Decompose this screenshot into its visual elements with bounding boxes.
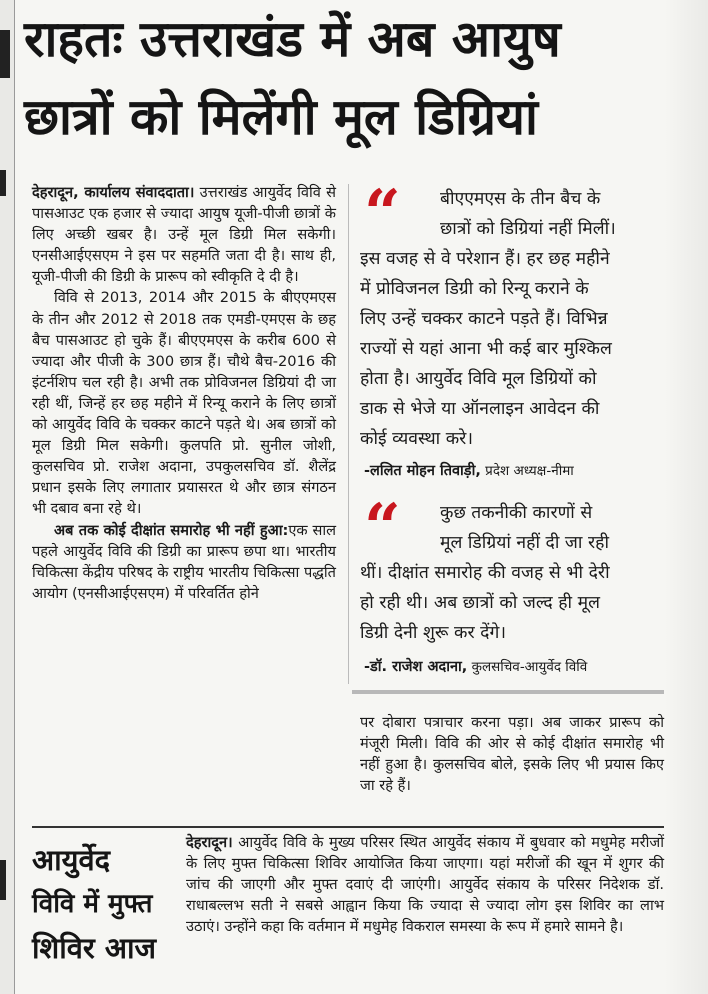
quote-mark-icon: “ <box>364 176 401 251</box>
quote-1-role: प्रदेश अध्यक्ष-नीमा <box>485 463 574 479</box>
quote-1-attribution <box>364 460 574 480</box>
subheading: अब तक कोई दीक्षांत समारोह भी नहीं हुआ: <box>54 521 289 539</box>
story-divider <box>32 826 664 828</box>
lead-paragraph-3-continued: पर दोबारा पत्राचार करना पड़ा। अब जाकर प्रारूप को मंजूरी मिली। विवि की ओर से कोई दीक्षांत समारोह भी नहीं हुआ है। कुलसचिव बोले, इसके लिए भी प्रयास किए जा रहे हैं। <box>360 714 664 795</box>
quote-mark-icon: “ <box>364 490 401 565</box>
second-article-heading <box>32 838 177 970</box>
dateline: देहरादून, कार्यालय संवाददाता। <box>32 184 195 201</box>
quote-1-line: कोई व्यवस्था करे। <box>360 429 473 449</box>
lead-article <box>32 182 336 604</box>
quote-1-name: -ललित मोहन तिवाड़ी, <box>364 463 481 479</box>
page-right-shadow <box>664 0 708 994</box>
lead-paragraph-3 <box>32 520 336 604</box>
headline-line-1: राहतः उत्तराखंड में अब आयुष <box>24 10 561 68</box>
quote-2-line: डिग्री देनी शुरू कर देंगे। <box>360 623 506 643</box>
quote-1-line: इस वजह से वे परेशान हैं। हर छह महीने <box>360 249 610 269</box>
quote-1-line: छात्रों को डिग्रियां नहीं मिलीं। <box>440 219 616 239</box>
quote-1-line: राज्यों से यहां आना भी कई बार मुश्किल <box>360 339 612 359</box>
lead-paragraph-1 <box>32 182 336 287</box>
quote-2-line: कुछ तकनीकी कारणों से <box>440 503 593 523</box>
page-left-edge <box>0 0 15 994</box>
edge-mark <box>0 30 10 78</box>
second-article-text: आयुर्वेद विवि के मुख्य परिसर स्थित आयुर्वेद संकाय में बुधवार को मधुमेह मरीजों के लिए मुफ्त चिकित्सा शिविर आयोजित किया जाएगा। यहां मरीजों की खून में शुगर की जांच की जाएगी और मुफ्त दवाएं दी जाएंगी। आयुर्वेद संकाय के परिसर निदेशक डॉ. राधाबल्लभ सती ने सबसे आह्वान किया कि ज्यादा से ज्यादा लोग इस शिविर का लाभ उठाएं। उन्होंने कहा कि वर्तमान में मधुमेह विकराल समस्या के रूप में हमारे सामने है। <box>186 834 665 936</box>
lead-article-continued <box>360 712 664 796</box>
quote-2-role: कुलसचिव-आयुर्वेद विवि <box>471 659 588 675</box>
quote-1-line: लिए उन्हें चक्कर काटने पड़ते हैं। विभिन्न <box>360 309 608 329</box>
quote-2-line: मूल डिग्रियां नहीं दी जा रही <box>440 533 609 553</box>
lead-paragraph-2: विवि से 2013, 2014 और 2015 के बीएएमएस के तीन और 2012 से 2018 तक एमडी-एमएस के छह बैच पासआउट हो चुके हैं। बीएएमएस के करीब 600 से ज्यादा और पीजी के 300 छात्र हैं। चौथे बैच-2016 की इंटर्नशिप चल रही है। अभी तक प्रोविजनल डिग्रियां दी जा रही थीं, जिन्हें हर छह महीने में रिन्यू कराने के लिए छात्रों को आयुर्वेद विवि के चक्कर काटने पड़ते थे। अब छात्रों को मूल डिग्री मिल सकेगी। कुलपति प्रो. सुनील जोशी, कुलसचिव प्रो. राजेश अदाना, उपकुलसचिव डॉ. शैलेंद्र प्रधान इसके लिए लगातार प्रयासरत थे और छात्र संगठन भी दबाव बना रहे थे। <box>32 289 336 518</box>
second-heading-line: आयुर्वेद <box>32 843 110 877</box>
second-article-body <box>186 832 664 937</box>
quote-1 <box>360 176 664 454</box>
edge-mark <box>0 170 6 196</box>
second-dateline: देहरादून। <box>186 834 233 851</box>
quote-2-line: हो रही थी। अब छात्रों को जल्द ही मूल <box>360 593 600 613</box>
edge-mark <box>0 860 6 900</box>
quote-2-line: थीं। दीक्षांत समारोह की वजह से भी देरी <box>360 563 610 583</box>
quote-1-line: डाक से भेजे या ऑनलाइन आवेदन की <box>360 399 600 419</box>
quote-1-line: बीएएमएस के तीन बैच के <box>440 189 601 209</box>
lead-paragraph-1-text: उत्तराखंड आयुर्वेद विवि से पासआउट एक हजार से ज्यादा आयुष यूजी-पीजी छात्रों के लिए अच्छी खबर है। उन्हें मूल डिग्री मिल सकेगी। एनसीआईएसएम ने इस पर सहमति जता दी है। साथ ही, यूजी-पीजी की डिग्री के प्रारूप को स्वीकृति दे दी है। <box>32 184 337 286</box>
section-divider <box>352 690 664 694</box>
quote-2-attribution <box>364 656 587 676</box>
quote-1-line: होता है। आयुर्वेद विवि मूल डिग्रियों को <box>360 369 597 389</box>
lead-paragraph-3-text: एक साल पहले आयुर्वेद विवि की डिग्री का प्रारूप छपा था। भारतीय चिकित्सा केंद्रीय परिषद के राष्ट्रीय भारतीय चिकित्सा पद्धति आयोग (एनसीआईएसएम) में परिवर्तित होने <box>32 521 336 602</box>
headline <box>24 10 664 164</box>
second-heading-line: विवि में मुफ्त <box>32 889 153 919</box>
second-heading-line: शिविर आज <box>32 931 156 965</box>
quote-2 <box>360 490 664 648</box>
quote-1-line: में प्रोविजनल डिग्री को रिन्यू कराने के <box>360 279 589 299</box>
column-divider <box>348 184 349 684</box>
headline-line-2: छात्रों को मिलेंगी मूल डिग्रियां <box>24 88 538 146</box>
quote-2-name: -डॉ. राजेश अदाना, <box>364 659 468 675</box>
